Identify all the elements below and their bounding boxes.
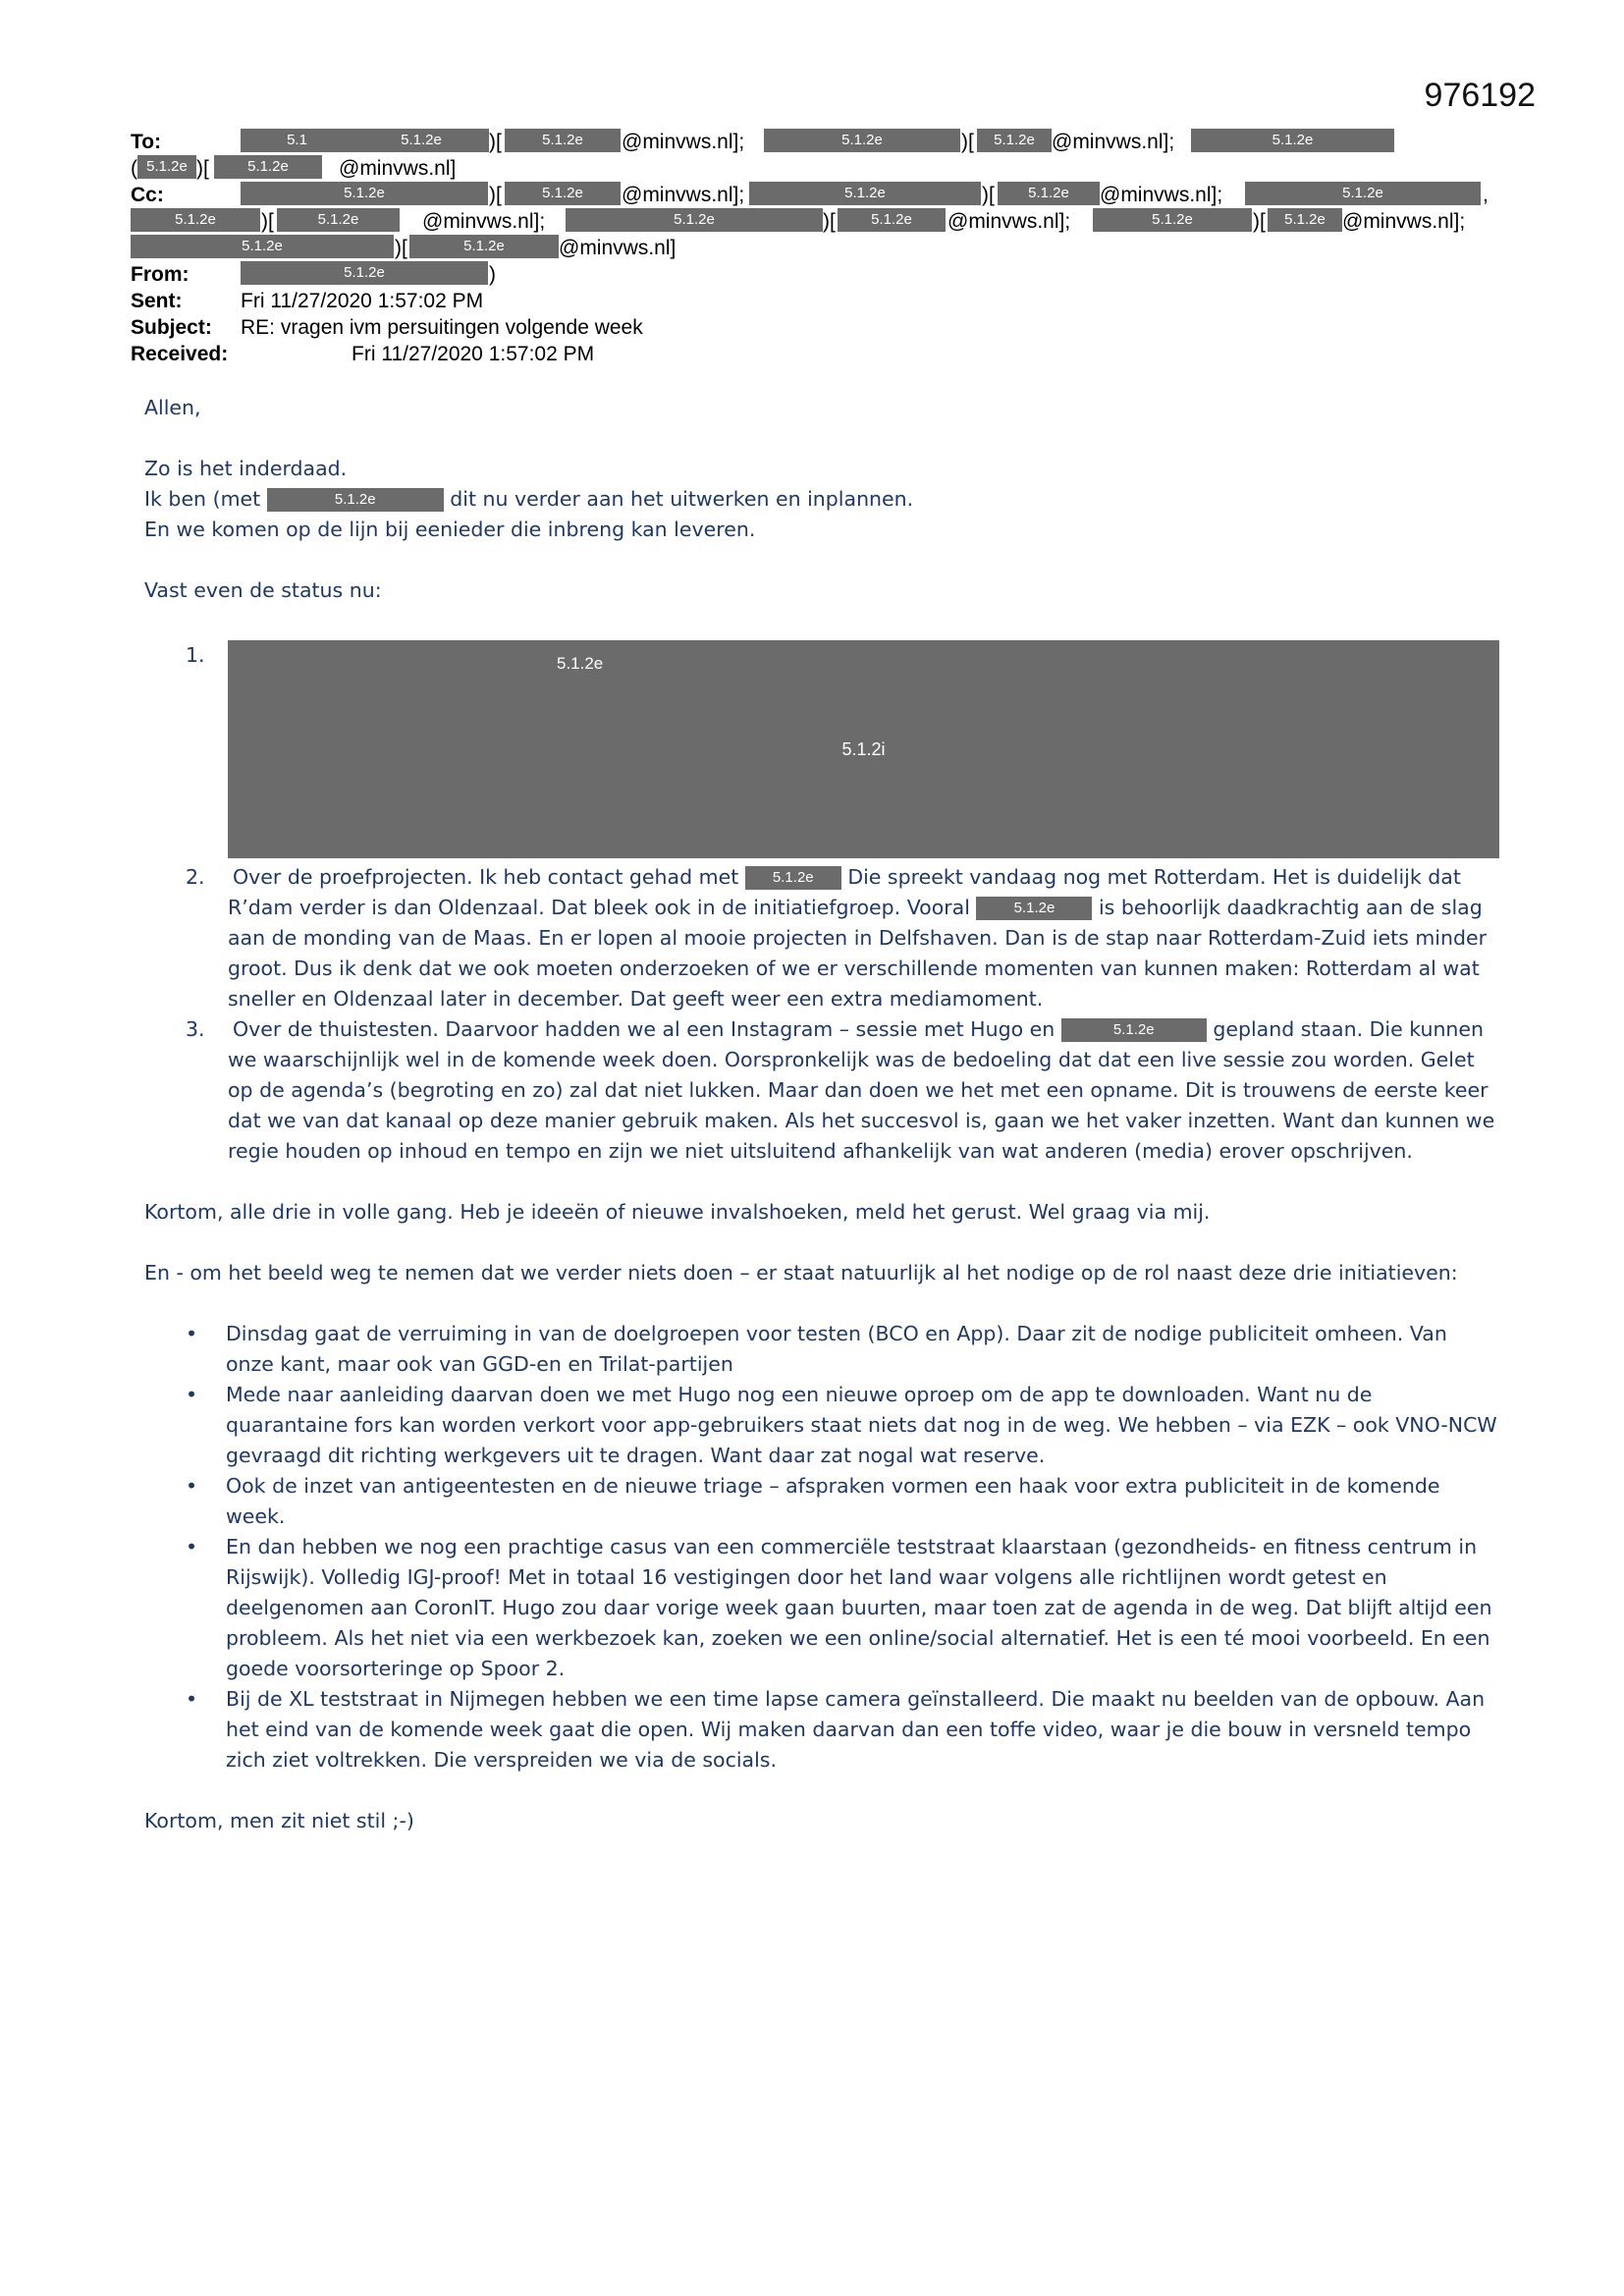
from-row xyxy=(131,261,1495,288)
redaction: 5.1.2e xyxy=(838,208,946,232)
bullet: • xyxy=(186,1535,198,1558)
bullet: • xyxy=(186,1322,198,1345)
list-item xyxy=(144,1319,1499,1380)
received-value: Fri 11/27/2020 1:57:02 PM xyxy=(352,343,595,365)
email-domain: @minvws.nl]; xyxy=(622,131,745,153)
close-paren: ) xyxy=(489,263,496,286)
paragraph: En - om het beeld weg te nemen dat we verder niets doen – er staat natuurlijk al het nodige op de rol naast deze drie initiatieven: xyxy=(144,1261,1458,1285)
separator: )[ xyxy=(261,210,274,233)
cc-row-cont2 xyxy=(131,235,1495,261)
redaction: 5.1.2e xyxy=(241,182,488,205)
text: Die spreekt vandaag nog met Rotterdam. Het is duidelijk dat R’dam verder is dan Oldenzaal. Dat bleek ook in de initiatiefgroep. Vooral xyxy=(228,865,1461,919)
to-label: To: xyxy=(131,131,162,153)
numbered-list xyxy=(144,640,1499,1167)
separator: )[ xyxy=(489,184,502,206)
redaction: 5.1.2e xyxy=(745,866,841,890)
list-item xyxy=(144,1380,1499,1471)
list-number: 3. xyxy=(186,1017,205,1041)
text: Dinsdag gaat de verruiming in van de doelgroepen voor testen (BCO en App). Daar zit de nodige publiciteit omheen. Van onze kant, maar ook van GGD-en en Trilat-partijen xyxy=(226,1322,1447,1376)
email-domain: @minvws.nl]; xyxy=(1342,210,1466,233)
email-domain: @minvws.nl]; xyxy=(1052,131,1175,153)
cc-row xyxy=(131,182,1495,208)
cc-label: Cc: xyxy=(131,184,164,206)
redaction: 5.1.2e xyxy=(353,129,489,152)
redaction: 5.1.2e xyxy=(267,488,444,512)
redaction: 5.1.2e xyxy=(764,129,960,152)
redaction: 5.1.2e xyxy=(1245,182,1481,205)
email-domain: @minvws.nl] xyxy=(339,157,457,180)
comma: , xyxy=(1483,184,1489,206)
redaction: 5.1.2e xyxy=(241,261,488,285)
redaction-block xyxy=(228,640,1499,858)
open-paren: ( xyxy=(131,157,137,180)
from-label: From: xyxy=(131,263,189,286)
text: En dan hebben we nog een prachtige casus van een commerciële teststraat klaarstaan (gezondheids- en fitness centrum in Rijswijk). Volledig IGJ-proof! Met in totaal 16 vestigingen door het land waar volgens alle richtlijnen wordt getest en deelgenomen aan CoronIT. Hugo zou daar vorige week gaan buurten, maar toen zat de agenda in de weg. Dat blijft altijd een probleem. Als het niet via een werkbezoek kan, zoeken we een online/social alternatief. Het is een té mooi voorbeeld. En een goede voorsorteringe op Spoor 2. xyxy=(226,1535,1492,1680)
paragraph: En we komen op de lijn bij eenieder die inbreng kan leveren. xyxy=(144,518,756,541)
subject-value: RE: vragen ivm persuitingen volgende week xyxy=(241,316,643,339)
text: Bij de XL teststraat in Nijmegen hebben we een time lapse camera geïnstalleerd. Die maakt nu beelden van de opbouw. Aan het eind van de komende week gaat die open. Wij maken daarvan dan een toffe video, waar je die bouw in versneld tempo zich ziet voltrekken. Die verspreiden we via de socials. xyxy=(226,1687,1486,1772)
redaction: 5.1.2e xyxy=(977,129,1052,152)
bullet: • xyxy=(186,1383,198,1406)
list-number: 1. xyxy=(186,643,205,667)
email-header xyxy=(131,129,1495,367)
list-item xyxy=(144,1471,1499,1532)
redaction: 5.1.2e xyxy=(1093,208,1252,232)
closing: Kortom, men zit niet stil ;-) xyxy=(144,1809,414,1832)
list-item xyxy=(144,640,1499,858)
sent-value: Fri 11/27/2020 1:57:02 PM xyxy=(241,290,484,312)
to-row xyxy=(131,129,1495,155)
redaction: 5.1.2e xyxy=(976,897,1092,920)
received-row xyxy=(131,341,1495,367)
greeting: Allen, xyxy=(144,396,201,419)
separator: )[ xyxy=(823,210,836,233)
paragraph: Kortom, alle drie in volle gang. Heb je ideeën of nieuwe invalshoeken, meld het gerust. Wel graag via mij. xyxy=(144,1200,1211,1224)
redaction-code: 5.1.2i xyxy=(841,739,886,759)
redaction: 5.1.2e xyxy=(1191,129,1394,152)
separator: )[ xyxy=(395,237,407,259)
to-row-cont xyxy=(131,155,1495,182)
bullet-list xyxy=(144,1319,1499,1776)
text: Mede naar aanleiding daarvan doen we met Hugo nog een nieuwe oproep om de app te downloaden. Want nu de quarantaine fors kan worden verkort voor app-gebruikers staat niets dat nog in de weg. We hebben – via EZK – ook VNO-NCW gevraagd dit richting werkgevers uit te dragen. Want daar zat nogal wat reserve. xyxy=(226,1383,1497,1467)
separator: )[ xyxy=(196,157,209,180)
separator: )[ xyxy=(489,131,502,153)
separator: )[ xyxy=(961,131,974,153)
redaction: 5.1.2e xyxy=(1268,208,1342,232)
text: Over de proefprojecten. Ik heb contact gehad met xyxy=(233,865,739,889)
redaction: 5.1 xyxy=(241,129,353,152)
bullet: • xyxy=(186,1687,198,1711)
email-domain: @minvws.nl]; xyxy=(1100,184,1223,206)
redaction: 5.1.2e xyxy=(277,208,400,232)
received-label: Received: xyxy=(131,343,229,365)
redaction: 5.1.2e xyxy=(137,155,196,179)
paragraph: Zo is het inderdaad. xyxy=(144,457,348,480)
email-body xyxy=(144,393,1499,1836)
redaction: 5.1.2e xyxy=(998,182,1100,205)
list-item xyxy=(144,1532,1499,1684)
sent-label: Sent: xyxy=(131,290,183,312)
list-item xyxy=(144,1014,1499,1167)
sent-row xyxy=(131,288,1495,314)
redaction: 5.1.2e xyxy=(131,235,394,258)
email-domain: @minvws.nl] xyxy=(559,237,677,259)
redaction-code: 5.1.2e xyxy=(557,654,604,673)
email-domain: @minvws.nl]; xyxy=(622,184,745,206)
status-intro: Vast even de status nu: xyxy=(144,578,382,602)
text: gepland staan. Die kunnen we waarschijnlijk wel in de komende week doen. Oorspronkelijk was de bedoeling dat dat een live sessie zou worden. Gelet op de agenda’s (begroting en zo) zal dat niet lukken. Maar dan doen we het met een opname. Dit is trouwens de eerste keer dat we van dat kanaal op deze manier gebruik maken. Als het succesvol is, gaan we het vaker inzetten. Want dan kunnen we regie houden op inhoud en tempo en zijn we niet uitsluitend afhankelijk van wat anderen (media) erover opschrijven. xyxy=(228,1017,1495,1163)
text: Over de thuistesten. Daarvoor hadden we al een Instagram – sessie met Hugo en xyxy=(233,1017,1056,1041)
document-id: 976192 xyxy=(1424,77,1536,114)
list-item xyxy=(144,862,1499,1014)
list-item xyxy=(144,1684,1499,1776)
text: dit nu verder aan het uitwerken en inplannen. xyxy=(450,487,914,511)
subject-row xyxy=(131,314,1495,341)
text: Ook de inzet van antigeentesten en de nieuwe triage – afspraken vormen een haak voor extra publiciteit in de komende week. xyxy=(226,1474,1440,1528)
email-domain: @minvws.nl]; xyxy=(422,210,546,233)
separator: )[ xyxy=(1253,210,1266,233)
subject-label: Subject: xyxy=(131,316,212,339)
redaction: 5.1.2e xyxy=(749,182,981,205)
redaction: 5.1.2e xyxy=(566,208,823,232)
list-number: 2. xyxy=(186,865,205,889)
redaction: 5.1.2e xyxy=(1061,1018,1207,1042)
redaction: 5.1.2e xyxy=(505,129,621,152)
text: Ik ben (met xyxy=(144,487,261,511)
redaction: 5.1.2e xyxy=(409,235,559,258)
bullet: • xyxy=(186,1474,198,1498)
separator: )[ xyxy=(982,184,995,206)
text: is behoorlijk daadkrachtig aan de slag aan de monding van de Maas. En er lopen al mooie projecten in Delfshaven. Dan is de stap naar Rotterdam-Zuid iets minder groot. Dus ik denk dat we ook moeten onderzoeken of we er verschillende momenten van kunnen maken: Rotterdam al wat sneller en Oldenzaal later in december. Dat geeft weer een extra mediamoment. xyxy=(228,896,1488,1011)
cc-row-cont xyxy=(131,208,1495,235)
redaction: 5.1.2e xyxy=(214,155,322,179)
redaction: 5.1.2e xyxy=(131,208,260,232)
email-domain: @minvws.nl]; xyxy=(947,210,1071,233)
redaction: 5.1.2e xyxy=(505,182,621,205)
paragraph xyxy=(144,484,1499,515)
